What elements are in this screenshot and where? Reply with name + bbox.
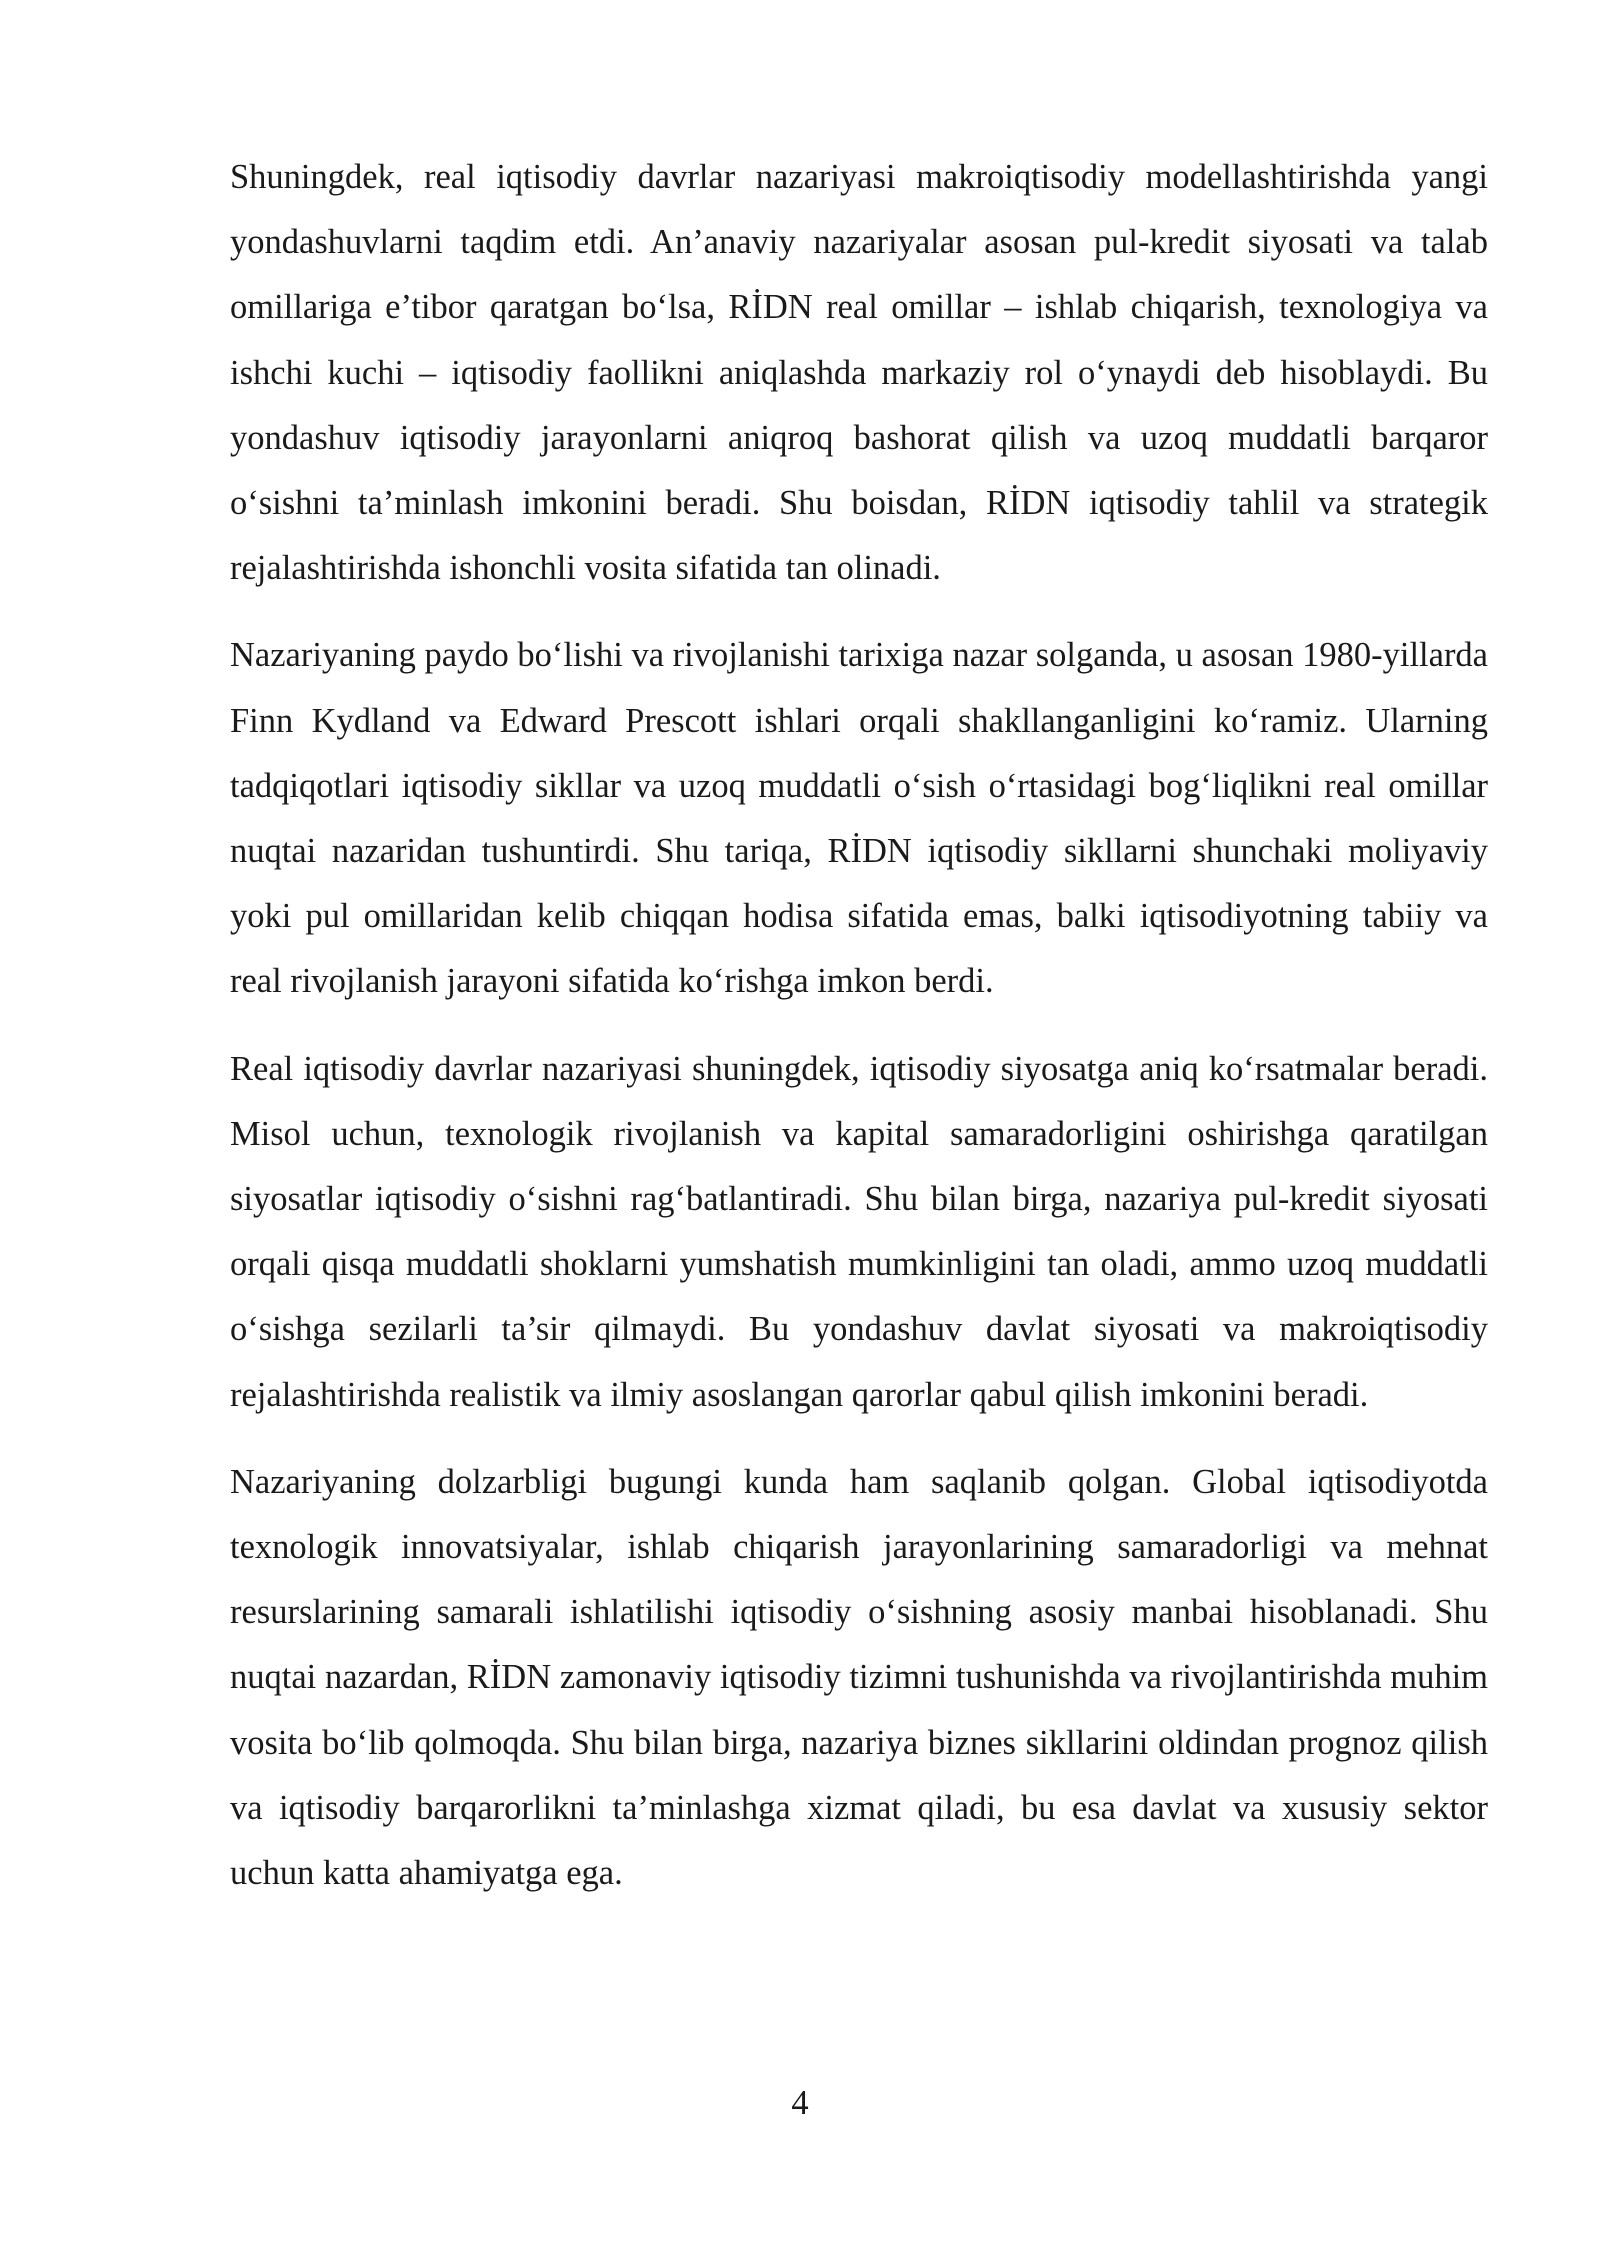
paragraph: Nazariyaning paydo bo‘lishi va rivojlanishi tarixiga nazar solganda, u asosan 1980-yillarda Finn Kydland va Edward Prescott ishlari orqali shakllanganligini ko‘ramiz. Ularning tadqiqotlari iqtisodiy sikllar va uzoq muddatli o‘sish o‘rtasidagi bog‘liqlikni real omillar nuqtai nazaridan tushuntirdi. Shu tariqa, RİDN iqtisodiy sikllarni shunchaki moliyaviy yoki pul omillaridan kelib chiqqan hodisa sifatida emas, balki iqtisodiyotning tabiiy va real rivojlanish jarayoni sifatida ko‘rishga imkon berdi. [230, 636, 1488, 1001]
page-number: 4 [791, 2084, 809, 2122]
document-body [230, 145, 1488, 1928]
paragraph: Shuningdek, real iqtisodiy davrlar nazariyasi makroiqtisodiy modellashtirishda yangi yondashuvlarni taqdim etdi. An’anaviy nazariyalar asosan pul-kredit siyosati va talab omillariga e’tibor qaratgan bo‘lsa, RİDN real omillar – ishlab chiqarish, texnologiya va ishchi kuchi – iqtisodiy faollikni aniqlashda markaziy rol o‘ynaydi deb hisoblaydi. Bu yondashuv iqtisodiy jarayonlarni aniqroq bashorat qilish va uzoq muddatli barqaror o‘sishni ta’minlash imkonini beradi. Shu boisdan, RİDN iqtisodiy tahlil va strategik rejalashtirishda ishonchli vosita sifatida tan olinadi. [230, 158, 1488, 588]
paragraph: Nazariyaning dolzarbligi bugungi kunda ham saqlanib qolgan. Global iqtisodiyotda texnologik innovatsiyalar, ishlab chiqarish jarayonlarining samaradorligi va mehnat resurslarining samarali ishlatilishi iqtisodiy o‘sishning asosiy manbai hisoblanadi. Shu nuqtai nazardan, RİDN zamonaviy iqtisodiy tizimni tushunishda va rivojlantirishda muhim vosita bo‘lib qolmoqda. Shu bilan birga, nazariya biznes sikllarini oldindan prognoz qilish va iqtisodiy barqarorlikni ta’minlashga xizmat qiladi, bu esa davlat va xususiy sektor uchun katta ahamiyatga ega. [230, 1462, 1488, 1893]
paragraph: Real iqtisodiy davrlar nazariyasi shuningdek, iqtisodiy siyosatga aniq ko‘rsatmalar beradi. Misol uchun, texnologik rivojlanish va kapital samaradorligini oshirishga qaratilgan siyosatlar iqtisodiy o‘sishni rag‘batlantiradi. Shu bilan birga, nazariya pul-kredit siyosati orqali qisqa muddatli shoklarni yumshatish mumkinligini tan oladi, ammo uzoq muddatli o‘sishga sezilarli ta’sir qilmaydi. Bu yondashuv davlat siyosati va makroiqtisodiy rejalashtirishda realistik va ilmiy asoslangan qarorlar qabul qilish imkonini beradi. [230, 1049, 1488, 1414]
